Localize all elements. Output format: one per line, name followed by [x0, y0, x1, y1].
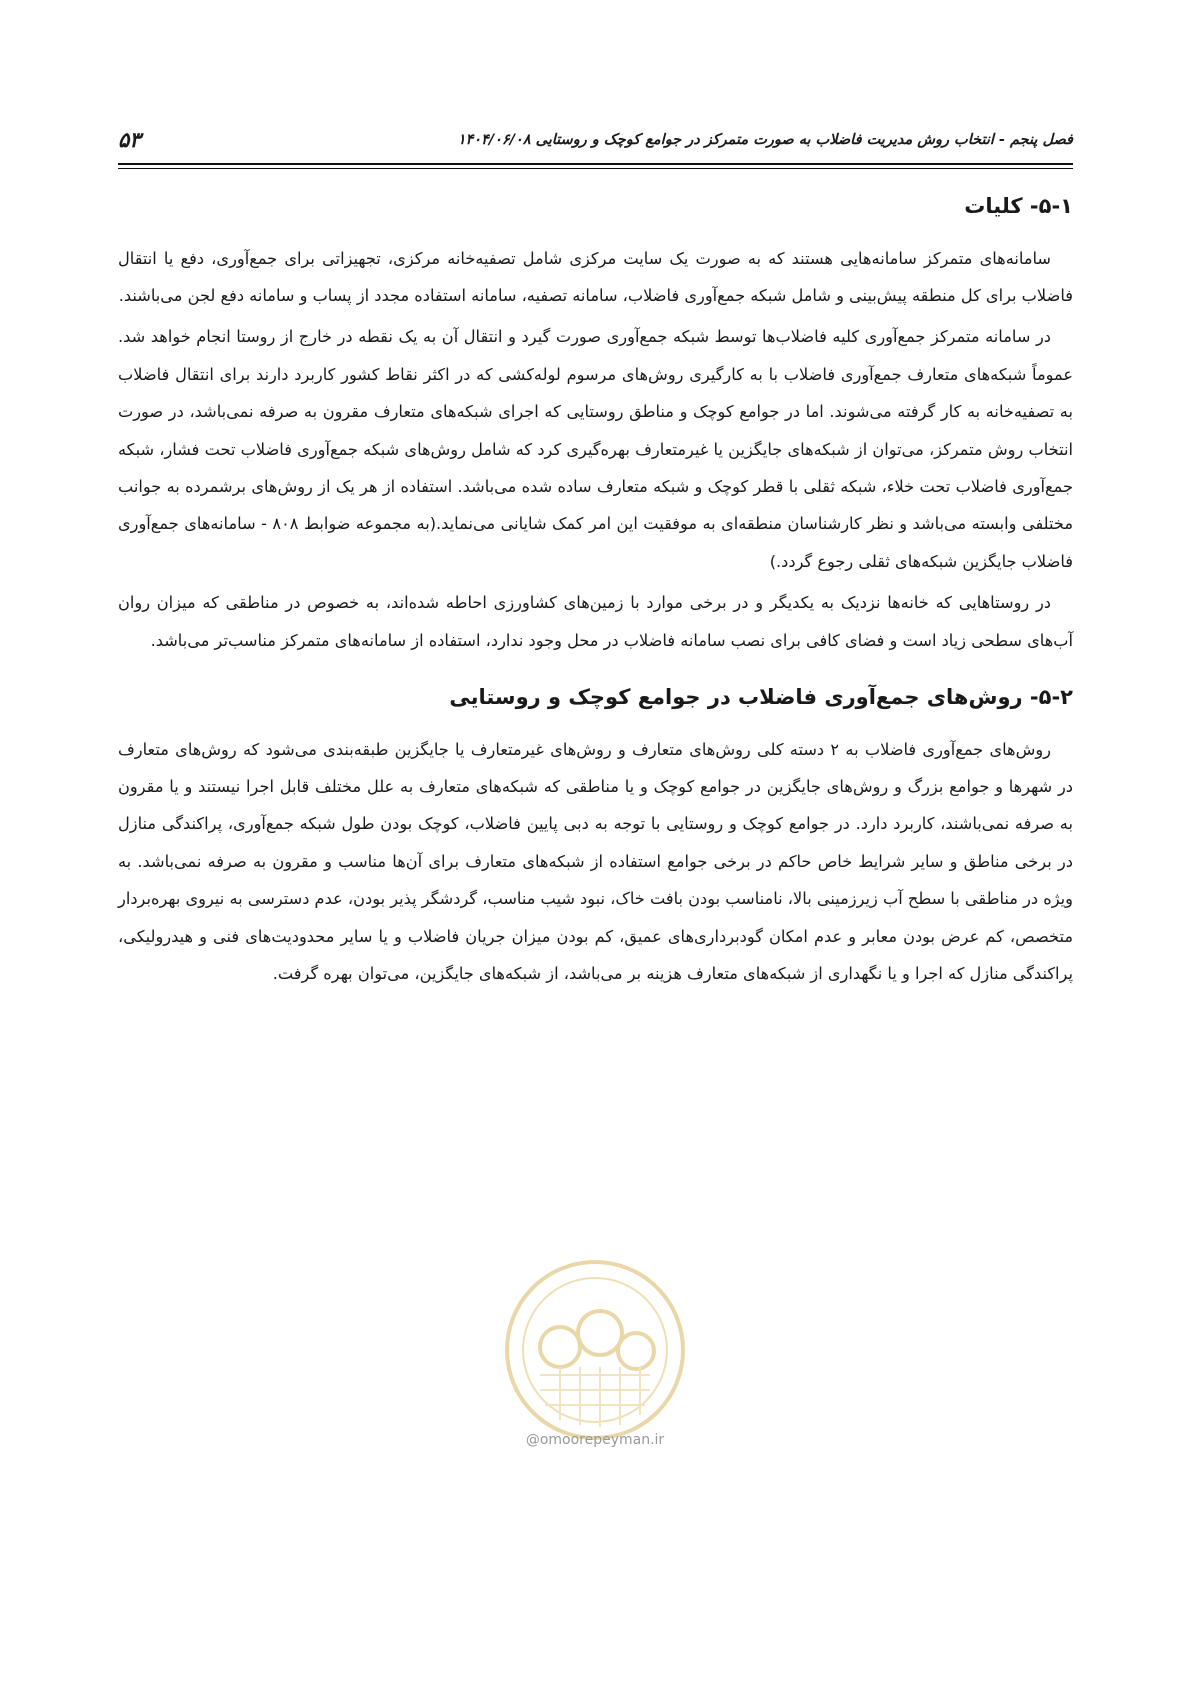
paragraph: در روستاهایی که خانه‌ها نزدیک به یکدیگر و در برخی موارد با زمین‌های کشاورزی احاطه شده‌اند، به خصوص در مناطقی که میزان روان آب‌های سطحی زیاد است و فضای کافی برای نصب سامانه فاضلاب در محل وجود ندارد، استفاده از سامانه‌های متمرکز مناسب‌تر می‌باشد. — [118, 593, 1073, 650]
paragraph: در سامانه متمرکز جمع‌آوری کلیه فاضلاب‌ها توسط شبکه جمع‌آوری صورت گیرد و انتقال آن به یک نقطه در خارج از روستا انجام خواهد شد. عموماً شبکه‌های متعارف جمع‌آوری فاضلاب با به کارگیری روش‌های مرسوم لوله‌کشی که در اکثر نقاط کشور کاربرد دارند برای انتقال فاضلاب به تصفیه‌خانه به کار گرفته می‌شوند. اما در جوامع کوچک و مناطق روستایی که اجرای شبکه‌های متعارف مقرون به صرفه نمی‌باشد، در صورت انتخاب روش متمرکز، می‌توان از شبکه‌های جایگزین یا غیرمتعارف بهره‌گیری کرد که شامل روش‌های شبکه جمع‌آوری فاضلاب تحت فشار، شبکه جمع‌آوری فاضلاب تحت خلاء، شبکه ثقلی با قطر کوچک و شبکه متعارف ساده شده می‌باشد. استفاده از هر یک از روش‌های برشمرده به جوانب مختلفی وابسته می‌باشد و نظر کارشناسان منطقه‌ای به موفقیت این امر کمک شایانی می‌نماید.(به مجموعه ضوابط ۸۰۸ - سامانه‌های جمع‌آوری فاضلاب جایگزین شبکه‌های ثقلی رجوع گردد.) — [118, 327, 1073, 571]
watermark-text: @omoorepeyman.ir — [525, 1432, 665, 1448]
page-number: ۵۳ — [118, 128, 141, 152]
paragraph: سامانه‌های متمرکز سامانه‌هایی هستند که به صورت یک سایت مرکزی شامل تصفیه‌خانه مرکزی، تجهیزاتی برای جمع‌آوری، دفع یا انتقال فاضلاب برای کل منطقه پیش‌بینی و شامل شبکه جمع‌آوری فاضلاب، سامانه تصفیه، سامانه استفاده مجدد از پساب و سامانه دفع لجن می‌باشند. — [118, 248, 1073, 305]
paragraph: روش‌های جمع‌آوری فاضلاب به ۲ دسته کلی روش‌های متعارف و روش‌های غیرمتعارف یا جایگزین طبقه‌بندی می‌شود که روش‌های متعارف در شهرها و جوامع بزرگ و روش‌های جایگزین در جوامع کوچک و یا مناطقی که شبکه‌های متعارف به علل مختلف قابل اجرا نیستند و یا مقرون به صرفه نمی‌باشند، کاربرد دارد. در جوامع کوچک و روستایی با توجه به دبی پایین فاضلاب، کوچک بودن طول شبکه جمع‌آوری، پراکندگی منازل در برخی مناطق و سایر شرایط خاص حاکم در برخی جوامع استفاده از شبکه‌های متعارف برای آن‌ها مناسب و مقرون به صرفه نمی‌باشد. به ویژه در مناطقی با سطح آب زیرزمینی بالا، نامناسب بودن بافت خاک، نبود شیب مناسب، گردشگر پذیر بودن، عدم دسترسی به نیروی بهره‌بردار متخصص، کم عرض بودن معابر و عدم امکان گودبرداری‌های عمیق، کم بودن میزان جریان فاضلاب و یا سایر محدودیت‌های فنی و هیدرولیکی، پراکندگی منازل که اجرا و یا نگهداری از شبکه‌های متعارف هزینه بر می‌باشد، از شبکه‌های جایگزین، می‌توان بهره گرفت. — [118, 739, 1073, 984]
seal-logo-icon — [500, 1255, 690, 1445]
header-rule-thin — [118, 168, 1073, 169]
section-heading-1: ۵-۱- کلیات — [964, 194, 1073, 218]
page-body — [118, 190, 1073, 993]
section-heading-2: ۵-۲- روش‌های جمع‌آوری فاضلاب در جوامع کوچک و روستایی — [449, 685, 1073, 710]
header-rule — [118, 163, 1073, 165]
running-header-title: فصل پنجم - انتخاب روش مدیریت فاضلاب به صورت متمرکز در جوامع کوچک و روستایی ۱۴۰۴/۰۶/۰۸ — [457, 132, 1073, 148]
page-header — [118, 128, 1073, 162]
